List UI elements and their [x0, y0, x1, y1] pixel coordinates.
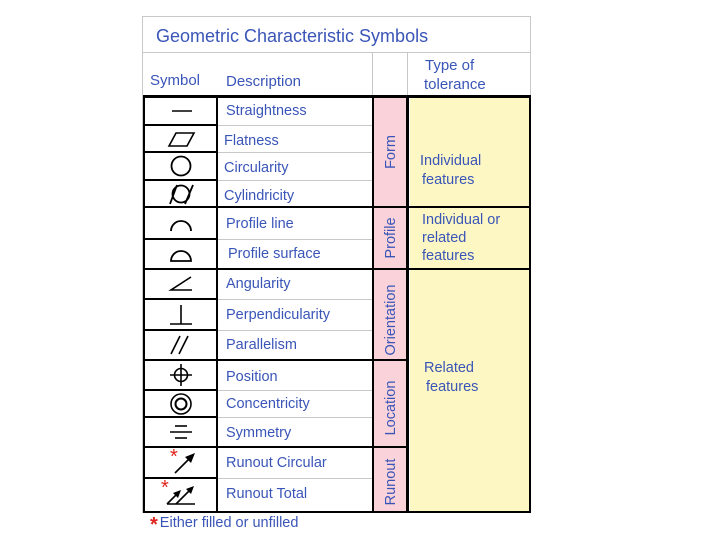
row-description: Symmetry [226, 425, 292, 441]
parallelism-icon [146, 331, 216, 359]
straightness-icon [146, 98, 216, 124]
symmetry-icon [146, 418, 216, 446]
profile-surface-icon [146, 240, 216, 268]
header-description: Description [226, 73, 302, 90]
category-orientation: Orientation [383, 284, 399, 356]
row-description: Straightness [226, 103, 307, 119]
tolerance-individual: Individual features [420, 153, 482, 188]
profile-line-icon [146, 208, 216, 238]
cylindricity-icon [146, 181, 216, 206]
runout-total-icon [146, 479, 216, 511]
header-type-line2: tolerance [424, 76, 486, 93]
category-location: Location [383, 380, 399, 436]
header-type-line1: Type of [425, 57, 475, 74]
row-description: Perpendicularity [226, 307, 330, 323]
row-description: Concentricity [226, 396, 310, 412]
row-description: Flatness [224, 133, 279, 149]
row-description: Profile line [226, 216, 294, 232]
header-symbol: Symbol [150, 72, 201, 89]
row-description: Parallelism [226, 337, 297, 353]
circularity-icon [146, 153, 216, 179]
row-description: Angularity [226, 276, 291, 292]
star-icon: * [150, 514, 158, 536]
runout-circular-icon [146, 445, 216, 477]
category-profile: Profile [383, 217, 399, 259]
page-title: Geometric Characteristic Symbols [156, 26, 429, 46]
tolerance-related: Related features [424, 360, 479, 395]
flatness-icon [146, 126, 216, 151]
svg-text:*: * [170, 445, 178, 468]
svg-text:*: * [161, 477, 169, 499]
concentricity-icon [146, 391, 216, 416]
row-description: Circularity [224, 160, 289, 176]
row-description: Runout Circular [226, 455, 327, 471]
footnote: * Either filled or unfilled [150, 514, 299, 536]
angularity-icon [146, 270, 216, 298]
category-runout: Runout [383, 458, 399, 506]
position-icon [146, 361, 216, 389]
category-form: Form [383, 135, 399, 169]
row-description: Profile surface [228, 246, 321, 262]
row-description: Runout Total [226, 486, 308, 502]
row-description: Position [226, 369, 278, 385]
tolerance-individual-or-related: Individual or related features [422, 212, 501, 264]
perpendicularity-icon [146, 300, 216, 329]
row-description: Cylindricity [224, 188, 295, 204]
